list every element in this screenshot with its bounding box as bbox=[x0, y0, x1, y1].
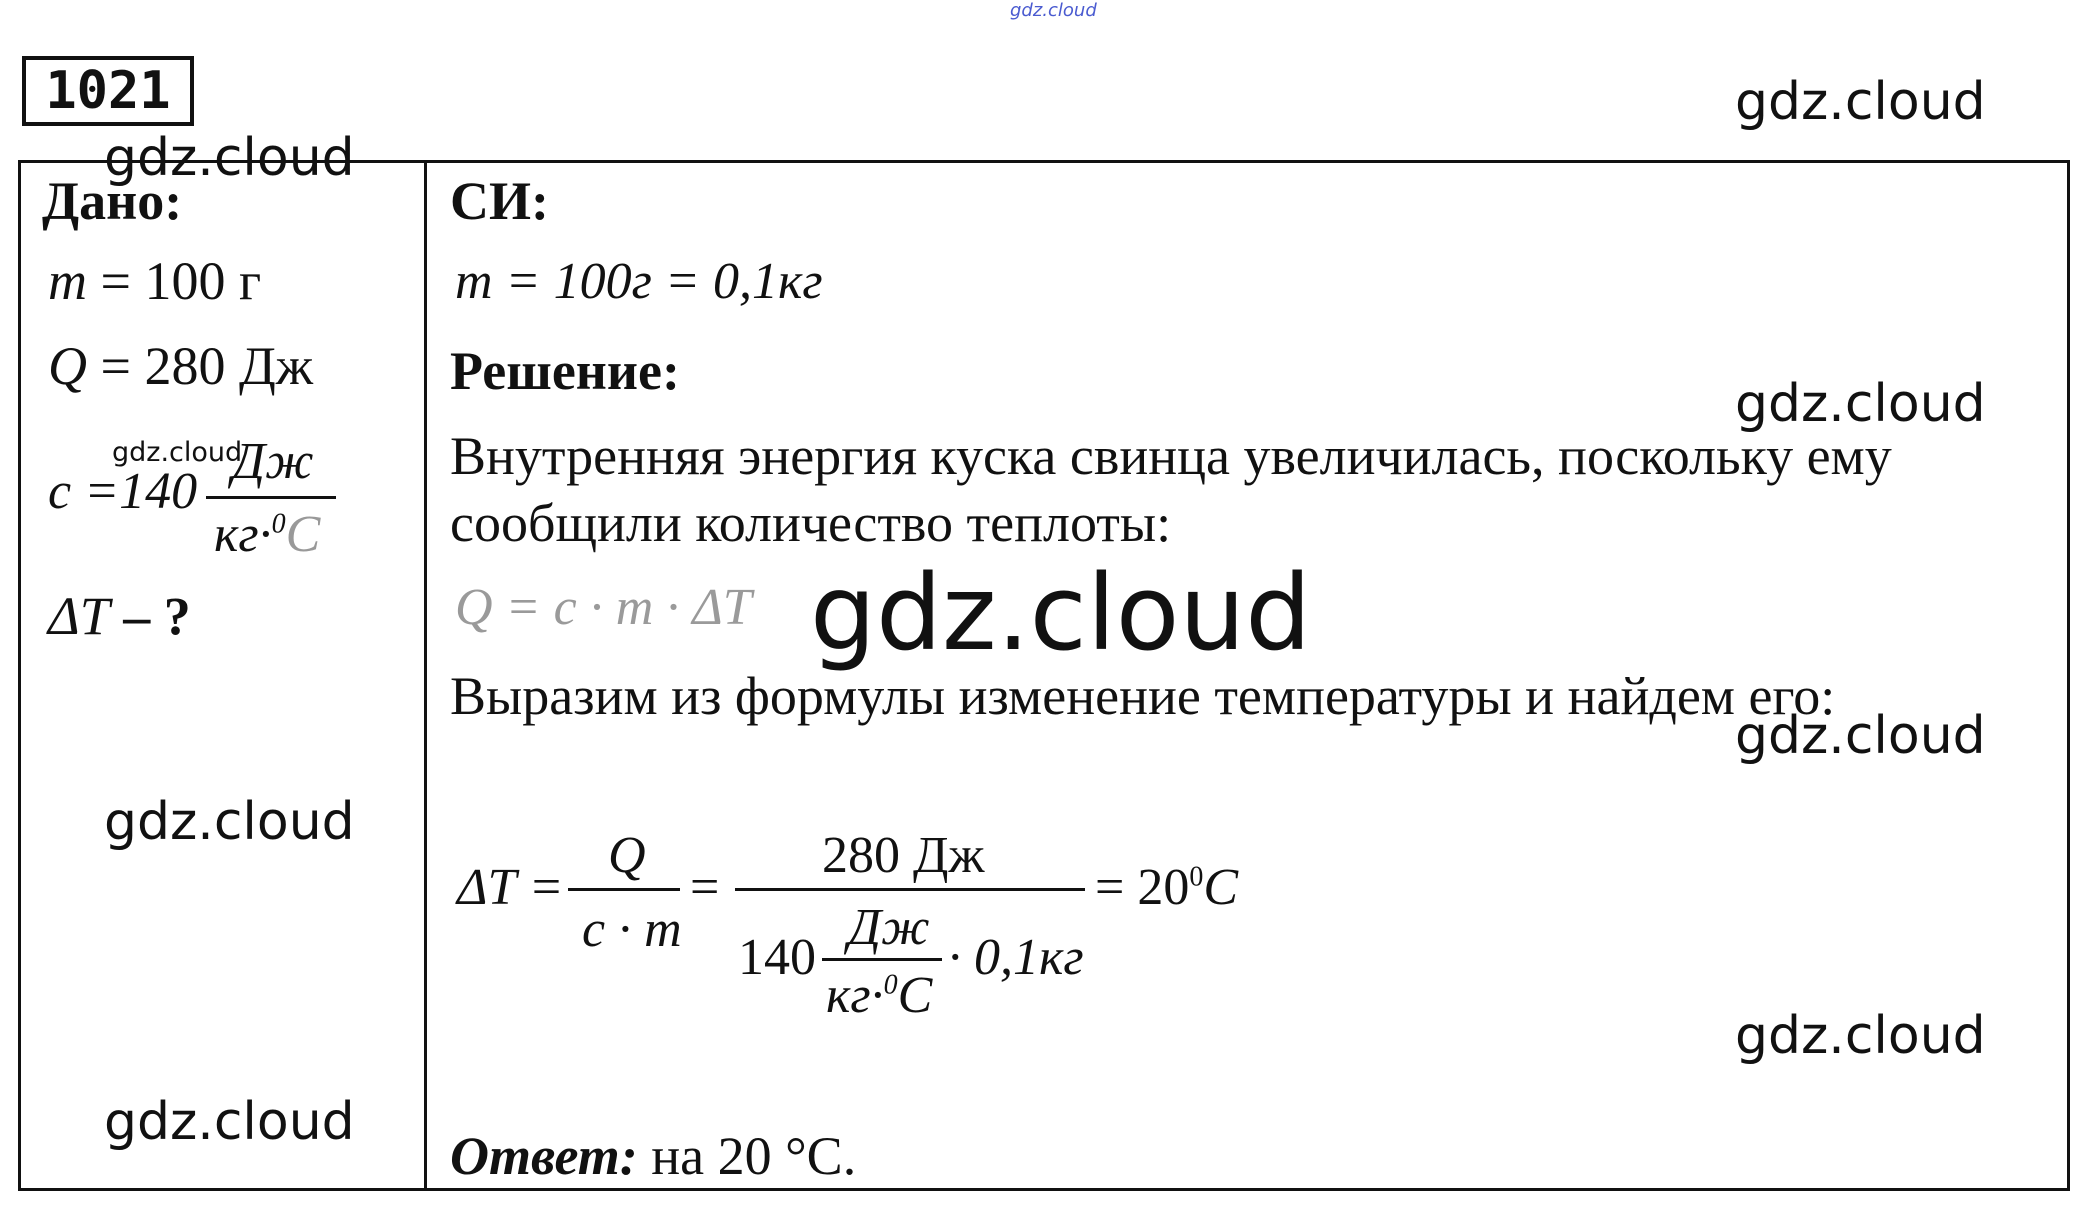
specific-heat-fraction-bar bbox=[206, 496, 336, 499]
formula-frac2-bar bbox=[735, 888, 1085, 891]
given-heat bbox=[48, 335, 313, 397]
formula-frac2-den-b: · 0,1кг bbox=[948, 929, 1084, 986]
solution-heading: Решение: bbox=[450, 341, 680, 401]
watermark: gdz.cloud bbox=[1735, 72, 1986, 132]
formula-frac1-den: c · m bbox=[582, 901, 682, 958]
unknown-mark: – ? bbox=[123, 586, 191, 646]
formula-lhs: ΔT = bbox=[457, 859, 564, 916]
watermark: gdz.cloud bbox=[1735, 706, 1986, 766]
mass-value: = 100 г bbox=[100, 251, 262, 311]
answer-label: Ответ: bbox=[450, 1126, 638, 1186]
given-heading: Дано: bbox=[42, 171, 183, 231]
formula-heat: Q = c · m · ΔT bbox=[455, 579, 752, 636]
formula-frac2-den-unit-num: Дж bbox=[848, 899, 930, 956]
task-number: 1021 bbox=[22, 56, 194, 126]
given-unknown bbox=[48, 585, 191, 647]
watermark-large: gdz.cloud bbox=[810, 552, 1312, 674]
formula-frac2-den-a: 140 bbox=[738, 929, 816, 986]
formula-equals: = bbox=[690, 859, 720, 916]
mass-symbol: m bbox=[48, 251, 87, 311]
specific-heat-unit-num: Дж bbox=[232, 433, 314, 490]
given-mass bbox=[48, 250, 261, 312]
formula-frac2-num: 280 Дж bbox=[822, 827, 985, 884]
watermark: gdz.cloud bbox=[104, 792, 355, 852]
watermark-small: gdz.cloud bbox=[112, 437, 243, 468]
solution-text-express: Выразим из формулы изменение температуры и найдем его: bbox=[450, 666, 1836, 726]
solution-text-line2: сообщили количество теплоты: bbox=[450, 493, 1172, 553]
answer-line bbox=[450, 1125, 856, 1187]
column-divider bbox=[424, 160, 427, 1188]
heat-value: = 280 Дж bbox=[100, 336, 314, 396]
formula-frac2-den-unit-den: кг·$^0$C bbox=[826, 967, 933, 1024]
watermark: gdz.cloud bbox=[1735, 374, 1986, 434]
watermark: gdz.cloud bbox=[1735, 1006, 1986, 1066]
si-heading: СИ: bbox=[450, 171, 549, 231]
specific-heat-unit-den: кг·$^0$C bbox=[214, 506, 321, 563]
heat-symbol: Q bbox=[48, 336, 87, 396]
delta-t-symbol: ΔT bbox=[48, 586, 110, 646]
watermark: gdz.cloud bbox=[104, 128, 355, 188]
watermark: gdz.cloud bbox=[104, 1092, 355, 1152]
formula-frac1-bar bbox=[568, 888, 680, 891]
solution-text-line1: Внутренняя энергия куска свинца увеличилась, поскольку ему bbox=[450, 426, 1892, 486]
specific-heat-prefix: c =140 bbox=[48, 463, 198, 520]
formula-frac2-den-unit-bar bbox=[822, 958, 942, 961]
formula-result: = $20^0C$ bbox=[1095, 859, 1239, 916]
watermark-top: gdz.cloud bbox=[1010, 0, 1097, 21]
answer-text: на 20 °С. bbox=[651, 1126, 857, 1186]
si-conversion: m = 100г = 0,1кг bbox=[455, 253, 823, 310]
formula-frac1-num: Q bbox=[608, 827, 646, 884]
